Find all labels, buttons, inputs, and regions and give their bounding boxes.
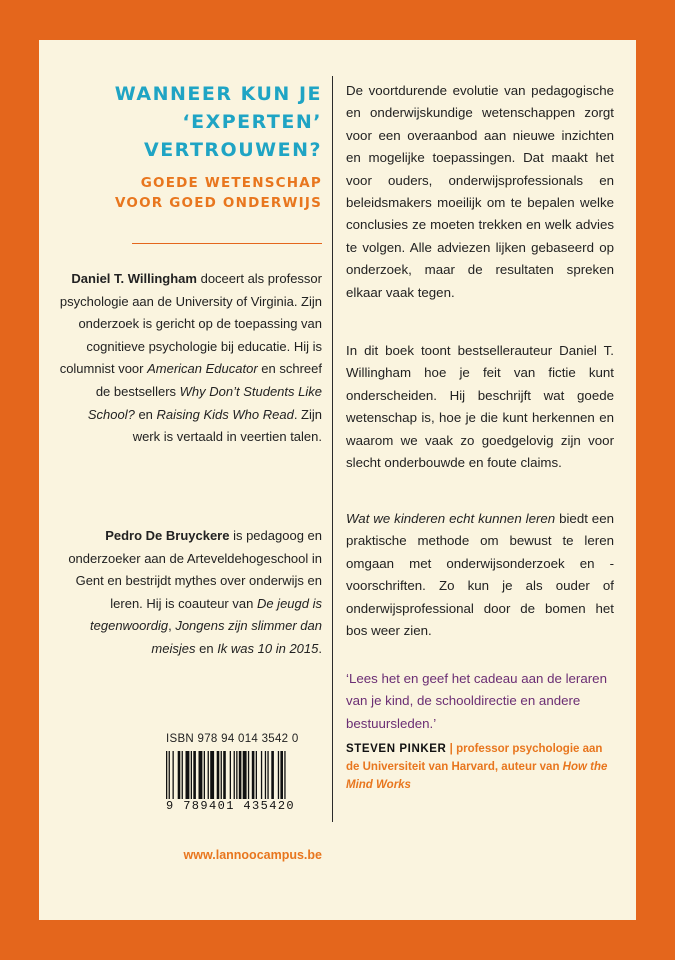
isbn-number: ISBN 978 94 014 3542 0 (166, 733, 299, 745)
title-line: VERTROUWEN? (144, 139, 322, 161)
endorser-name: STEVEN PINKER (346, 743, 447, 755)
barcode-bar (248, 751, 249, 799)
cover-subtitle (62, 173, 322, 213)
magazine-title: American Educator (147, 361, 258, 377)
barcode-bar (166, 751, 167, 799)
barcode-bar (223, 751, 226, 799)
back-cover (39, 40, 636, 920)
barcode-bar (252, 751, 255, 799)
barcode-bar (208, 751, 209, 799)
right-column (346, 40, 616, 920)
cover-title (62, 80, 322, 164)
title-line: ‘EXPERTEN’ (182, 111, 322, 133)
title-line: WANNEER KUN JE (114, 83, 322, 105)
book-title: Raising Kids Who Read (156, 406, 294, 422)
barcode-bar (256, 751, 257, 799)
barcode-bar (186, 751, 190, 799)
author-name: Pedro De Bruyckere (105, 528, 230, 543)
barcode-bar (236, 751, 237, 799)
barcode-bar (234, 751, 235, 799)
barcode-bar (210, 751, 214, 799)
blurb-text: biedt een praktische methode om bewust te leren omgaan met onderwijsonderzoek en -voorschriften. Zo kun je als ouder of onderwijsprofessional door de bomen het bos weer zien. (346, 511, 614, 639)
bio-text: . (318, 640, 322, 656)
column-divider (332, 76, 333, 822)
bio-text: en schreef de bestsellers (95, 361, 322, 399)
book-title: De jeugd is tegenwoordig (90, 595, 322, 634)
barcode-bar (271, 751, 274, 799)
barcode-bar (204, 751, 205, 799)
barcode-bar (173, 751, 174, 799)
barcode-bar (261, 751, 262, 799)
author-bio-willingham (57, 268, 322, 449)
subtitle-line: VOOR GOED ONDERWIJS (114, 195, 322, 211)
barcode (166, 733, 322, 813)
endorser-title: | professor psychologie aan de Universiteit van Harvard, auteur van (346, 743, 603, 773)
barcode-bar (217, 751, 220, 799)
barcode-bar (221, 751, 222, 799)
barcode-bar (182, 751, 183, 799)
barcode-bars (166, 751, 322, 799)
section-divider (132, 243, 322, 244)
blurb-paragraph: De voortdurende evolutie van pedagogische en onderwijskundige wetenschappen zorgt voor een overaanbod aan nieuwe inzichten en mogelijke toepassingen. Dat maakt het voor ouders, onderwijsprofessionals en beleidsmakers moeilijk om te bepalen welke conclusies ze moeten trekken en welk advies te volgen. Alle adviezen lijken gebaseerd op onderzoek, maar de resultaten spreken elkaar vaak tegen. (346, 83, 614, 300)
blurb-paragraph (346, 508, 614, 642)
author-name: Daniel T. Willingham (71, 271, 197, 286)
barcode-bar (191, 751, 192, 799)
barcode-bar (230, 751, 231, 799)
publisher-website[interactable]: www.lannoocampus.be (183, 848, 322, 862)
subtitle-line: GOEDE WETENSCHAP (140, 175, 322, 191)
left-column (39, 40, 322, 920)
bio-text: en (195, 640, 218, 656)
barcode-bar (265, 751, 266, 799)
barcode-bar (193, 751, 196, 799)
ean-digits: 9 789401 435420 (166, 799, 296, 813)
barcode-bar (243, 751, 247, 799)
barcode-bar (178, 751, 181, 799)
book-title: Why Don’t Students Like School? (87, 383, 322, 422)
endorsement-quote: ‘Lees het en geef het cadeau aan de leraren van je kind, de schooldirectie en andere bestuursleden.’ (346, 671, 607, 731)
barcode-bar (280, 751, 283, 799)
bio-text: . Zijn werk is vertaald in veertien talen. (132, 406, 322, 445)
book-title: How the Mind Works (346, 761, 608, 791)
bio-text: en (134, 406, 157, 422)
blurb-paragraph: In dit boek toont bestsellerauteur Daniel T. Willingham hoe je feit van fictie kunt onderscheiden. Hij beschrijft wat goede wetenschap is, hoe je die kunt herkennen en waarom we vaak zo goedgelovig zijn voor slecht onderbouwde en foute claims. (346, 343, 614, 471)
barcode-bar (278, 751, 279, 799)
barcode-bar (239, 751, 242, 799)
book-title: Ik was 10 in 2015 (217, 640, 319, 656)
barcode-bar (284, 751, 285, 799)
author-bio-debruyckere (57, 525, 322, 661)
book-title: Wat we kinderen echt kunnen leren (346, 511, 556, 526)
barcode-bar (267, 751, 268, 799)
bio-text: , (168, 618, 176, 634)
bio-text: is pedagoog en onderzoeker aan de Arteveldehogeschool in Gent en bestrijdt mythes over onderwijs en leren. Hij is coauteur van (68, 528, 322, 611)
bio-text: doceert als professor psychologie aan de University of Virginia. Zijn onderzoek is gericht op de toepassing van cognitieve psychologie bij educatie. Hij is columnist voor (59, 271, 322, 377)
book-title: Jongens zijn slimmer dan meisjes (151, 618, 322, 656)
barcode-bar (199, 751, 203, 799)
quote-attribution (346, 740, 614, 794)
barcode-bar (169, 751, 170, 799)
